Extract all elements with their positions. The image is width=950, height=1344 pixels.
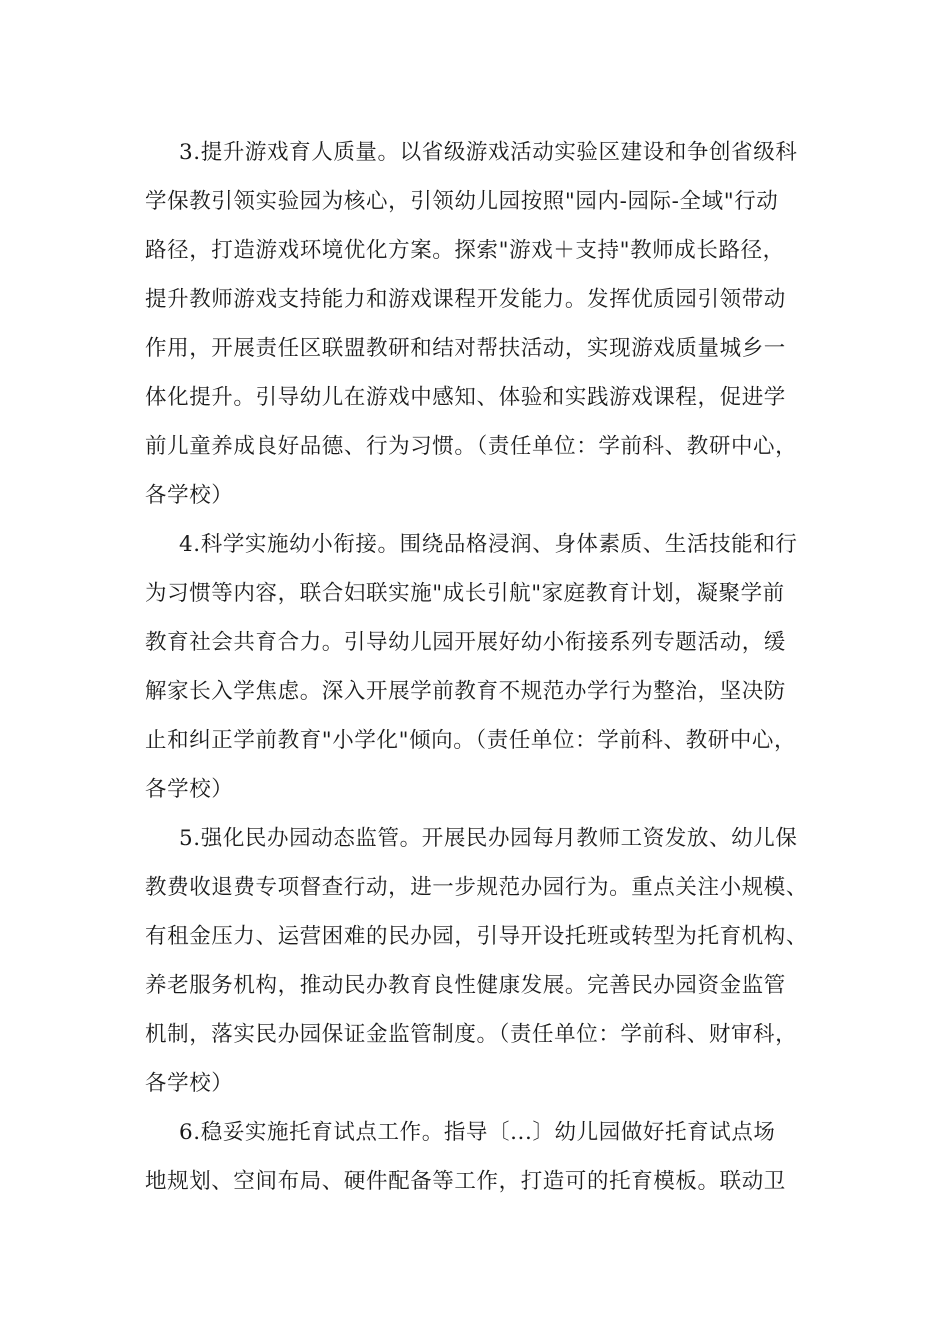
text-line: 学保教引领实验园为核心，引领幼儿园按照"园内-园际-全域"行动 (145, 189, 779, 214)
paragraph-3 (145, 128, 815, 520)
text-line: 解家长入学焦虑。深入开展学前教育不规范办学行为整治，坚决防 (145, 679, 786, 704)
paragraph-5 (145, 814, 815, 1108)
text-line: 5.强化民办园动态监管。开展民办园每月教师工资发放、幼儿保 (179, 826, 798, 851)
text-line: 作用，开展责任区联盟教研和结对帮扶活动，实现游戏质量城乡一 (145, 336, 786, 361)
text-line: 各学校） (145, 777, 234, 802)
text-line: 教费收退费专项督查行动，进一步规范办园行为。重点关注小规模、 (145, 875, 809, 900)
text-line: 前儿童养成良好品德、行为习惯。（责任单位：学前科、教研中心， (145, 434, 798, 459)
document-body (145, 128, 815, 1206)
text-line: 地规划、空间布局、硬件配备等工作，打造可的托育模板。联动卫 (145, 1169, 786, 1194)
text-line: 各学校） (145, 483, 234, 508)
text-line: 各学校） (145, 1071, 234, 1096)
text-line: 体化提升。引导幼儿在游戏中感知、体验和实践游戏课程，促进学 (145, 385, 786, 410)
text-line: 3.提升游戏育人质量。以省级游戏活动实验区建设和争创省级科 (179, 140, 798, 165)
paragraph-6 (145, 1108, 815, 1206)
text-line: 教育社会共育合力。引导幼儿园开展好幼小衔接系列专题活动，缓 (145, 630, 786, 655)
text-line: 6.稳妥实施托育试点工作。指导〔...〕幼儿园做好托育试点场 (179, 1120, 776, 1145)
text-line: 养老服务机构，推动民办教育良性健康发展。完善民办园资金监管 (145, 973, 786, 998)
text-line: 为习惯等内容，联合妇联实施"成长引航"家庭教育计划，凝聚学前 (145, 581, 785, 606)
paragraph-4 (145, 520, 815, 814)
text-line: 提升教师游戏支持能力和游戏课程开发能力。发挥优质园引领带动 (145, 287, 786, 312)
text-line: 机制，落实民办园保证金监管制度。（责任单位：学前科、财审科， (145, 1022, 798, 1047)
text-line: 止和纠正学前教育"小学化"倾向。（责任单位：学前科、教研中心， (145, 728, 797, 753)
text-line: 路径，打造游戏环境优化方案。探索"游戏＋支持"教师成长路径， (145, 238, 785, 263)
text-line: 4.科学实施幼小衔接。围绕品格浸润、身体素质、生活技能和行 (179, 532, 798, 557)
text-line: 有租金压力、运营困难的民办园，引导开设托班或转型为托育机构、 (145, 924, 809, 949)
